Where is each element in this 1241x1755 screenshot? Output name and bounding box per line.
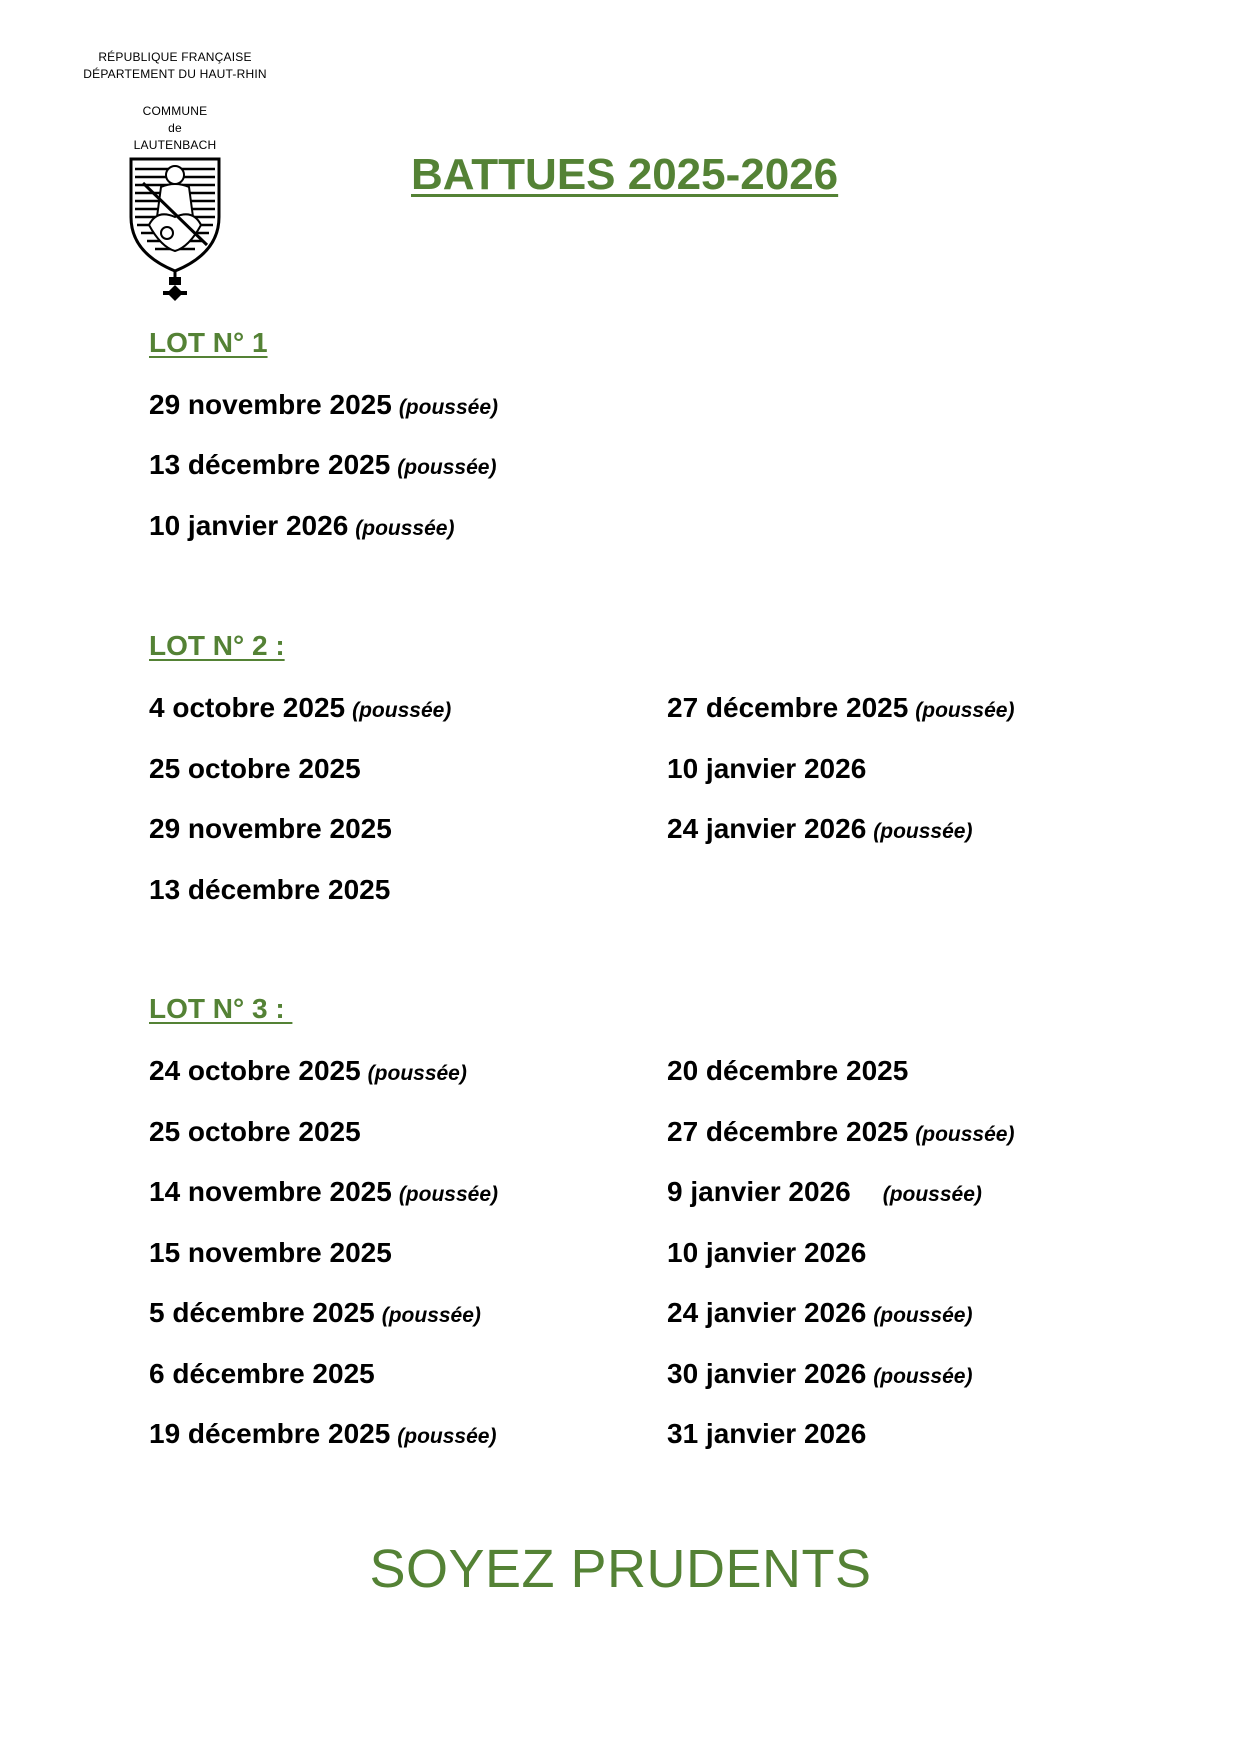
lot3-left-date-4: 15 novembre 2025	[149, 1237, 392, 1268]
lot1-heading: LOT N° 1	[149, 327, 268, 358]
lot3-right-date-1: 20 décembre 2025	[667, 1055, 909, 1086]
lot3-left-date-1: 24 octobre 2025 (poussée)	[149, 1055, 467, 1086]
lot2-left-date-4: 13 décembre 2025	[149, 874, 391, 905]
lot2-left-date-3: 29 novembre 2025	[149, 813, 392, 844]
commune-label-3: LAUTENBACH	[133, 138, 217, 152]
lot3-right-date-2: 27 décembre 2025 (poussée)	[667, 1116, 1015, 1147]
lot3-heading: LOT N° 3 :	[149, 993, 293, 1024]
footer-warning: SOYEZ PRUDENTS	[369, 1539, 872, 1599]
lot3-right-date-6: 30 janvier 2026 (poussée)	[667, 1358, 973, 1389]
lot3-left-date-3: 14 novembre 2025 (poussée)	[149, 1176, 498, 1207]
republic-label: RÉPUBLIQUE FRANÇAISE	[98, 50, 252, 64]
lot3-right-date-3: 9 janvier 2026 (poussée)	[667, 1176, 982, 1207]
commune-label-2: de	[168, 121, 182, 135]
lot2-right-date-3: 24 janvier 2026 (poussée)	[667, 813, 973, 844]
lot2-left-date-1: 4 octobre 2025 (poussée)	[149, 692, 452, 723]
page-title: BATTUES 2025-2026	[411, 150, 839, 199]
lot3-left-date-2: 25 octobre 2025	[149, 1116, 361, 1147]
lot1-date-1: 29 novembre 2025 (poussée)	[149, 389, 498, 420]
lot2-right-date-1: 27 décembre 2025 (poussée)	[667, 692, 1015, 723]
commune-block	[80, 103, 270, 154]
lot3-right-date-7: 31 janvier 2026	[667, 1418, 867, 1449]
lot3-left-date-7: 19 décembre 2025 (poussée)	[149, 1418, 497, 1449]
coat-of-arms-icon	[127, 155, 223, 305]
lot3-right-date-5: 24 janvier 2026 (poussée)	[667, 1297, 973, 1328]
lot1-date-2: 13 décembre 2025 (poussée)	[149, 449, 497, 480]
lot2-left-date-2: 25 octobre 2025	[149, 753, 361, 784]
lot3-left-date-5: 5 décembre 2025 (poussée)	[149, 1297, 481, 1328]
lot2-heading: LOT N° 2 :	[149, 630, 285, 661]
lot3-left-date-6: 6 décembre 2025	[149, 1358, 375, 1389]
lot2-right-date-2: 10 janvier 2026	[667, 753, 867, 784]
lot1-date-3: 10 janvier 2026 (poussée)	[149, 510, 455, 541]
department-label: DÉPARTEMENT DU HAUT-RHIN	[83, 67, 267, 81]
header-republic-block	[60, 49, 290, 83]
lot3-right-date-4: 10 janvier 2026	[667, 1237, 867, 1268]
commune-label-1: COMMUNE	[142, 104, 208, 118]
